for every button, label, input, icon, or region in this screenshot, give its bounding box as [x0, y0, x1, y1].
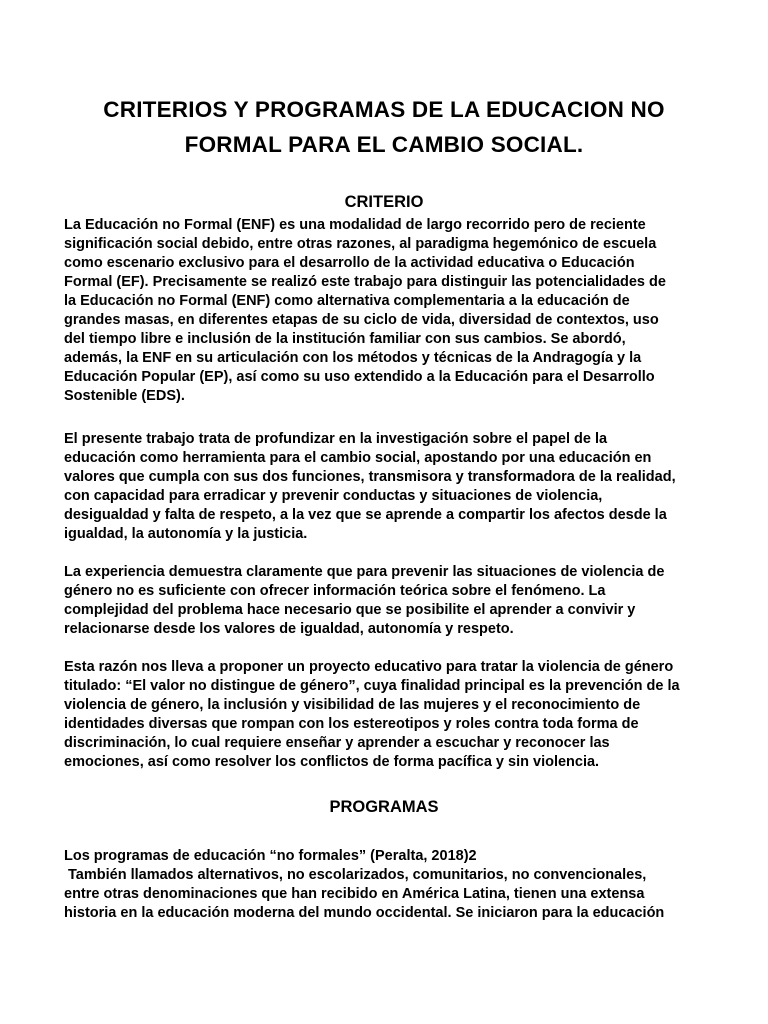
text-line: género no es suficiente con ofrecer información teórica sobre el fenómeno. La: [64, 583, 606, 599]
paragraph-research-aim: [64, 430, 714, 544]
text-line: Educación Popular (EP), así como su uso extendido a la Educación para el Desarrollo: [64, 369, 655, 385]
text-line: relacionarse desde los valores de igualdad, autonomía y respeto.: [64, 621, 514, 637]
text-line: desigualdad y falta de respeto, a la vez que se aprende a compartir los afectos desde la: [64, 507, 667, 523]
text-line: valores que cumpla con sus dos funciones, transmisora y transformadora de la realidad,: [64, 469, 676, 485]
text-line: titulado: “El valor no distingue de género”, cuya finalidad principal es la prevención de la: [64, 678, 680, 694]
text-line: violencia de género, la inclusión y visibilidad de las mujeres y el reconocimiento de: [64, 697, 641, 713]
text-line: igualdad, la autonomía y la justicia.: [64, 526, 308, 542]
text-line: historia en la educación moderna del mundo occidental. Se iniciaron para la educación: [64, 905, 665, 921]
text-line: Esta razón nos lleva a proponer un proyecto educativo para tratar la violencia de género: [64, 659, 674, 675]
paragraph-experience: [64, 563, 714, 639]
paragraph-project-proposal: [64, 658, 714, 772]
text-line: emociones, así como resolver los conflictos de forma pacífica y sin violencia.: [64, 754, 600, 770]
text-line: grandes masas, en diferentes etapas de su ciclo de vida, diversidad de contextos, uso: [64, 312, 659, 328]
section-heading-criterio: CRITERIO: [344, 193, 424, 211]
section-heading-programas: PROGRAMAS: [329, 798, 439, 816]
text-line: La Educación no Formal (ENF) es una modalidad de largo recorrido pero de reciente: [64, 217, 646, 233]
paragraph-programs: [64, 847, 714, 923]
title-line: CRITERIOS Y PROGRAMAS DE LA EDUCACION NO: [103, 97, 665, 122]
document-title: [40, 92, 728, 162]
text-line: Los programas de educación “no formales” (Peralta, 2018)2: [64, 848, 477, 864]
text-line: como escenario exclusivo para el desarrollo de la actividad educativa o Educación: [64, 255, 635, 271]
text-line: identidades diversas que rompan con los estereotipos y roles contra toda forma de: [64, 716, 639, 732]
title-line: FORMAL PARA EL CAMBIO SOCIAL.: [184, 132, 584, 157]
text-line: complejidad del problema hace necesario que se posibilite el aprender a convivir y: [64, 602, 636, 618]
text-line: significación social debido, entre otras razones, al paradigma hegemónico de escuela: [64, 236, 657, 252]
text-line: además, la ENF en su articulación con los métodos y técnicas de la Andragogía y la: [64, 350, 642, 366]
text-line: con capacidad para erradicar y prevenir conductas y situaciones de violencia,: [64, 488, 603, 504]
text-line: Sostenible (EDS).: [64, 388, 185, 404]
text-line: entre otras denominaciones que han recibido en América Latina, tienen una extensa: [64, 886, 645, 902]
text-line: También llamados alternativos, no escolarizados, comunitarios, no convencionales,: [64, 867, 647, 883]
text-line: del tiempo libre e inclusión de la institución familiar con sus cambios. Se abordó,: [64, 331, 626, 347]
text-line: La experiencia demuestra claramente que para prevenir las situaciones de violencia de: [64, 564, 665, 580]
text-line: la Educación no Formal (ENF) como alternativa complementaria a la educación de: [64, 293, 630, 309]
text-line: educación como herramienta para el cambio social, apostando por una educación en: [64, 450, 652, 466]
text-line: El presente trabajo trata de profundizar en la investigación sobre el papel de la: [64, 431, 608, 447]
text-line: Formal (EF). Precisamente se realizó este trabajo para distinguir las potencialidades de: [64, 274, 666, 290]
text-line: discriminación, lo cual requiere enseñar y aprender a escuchar y reconocer las: [64, 735, 610, 751]
paragraph-enf-definition: [64, 216, 714, 406]
